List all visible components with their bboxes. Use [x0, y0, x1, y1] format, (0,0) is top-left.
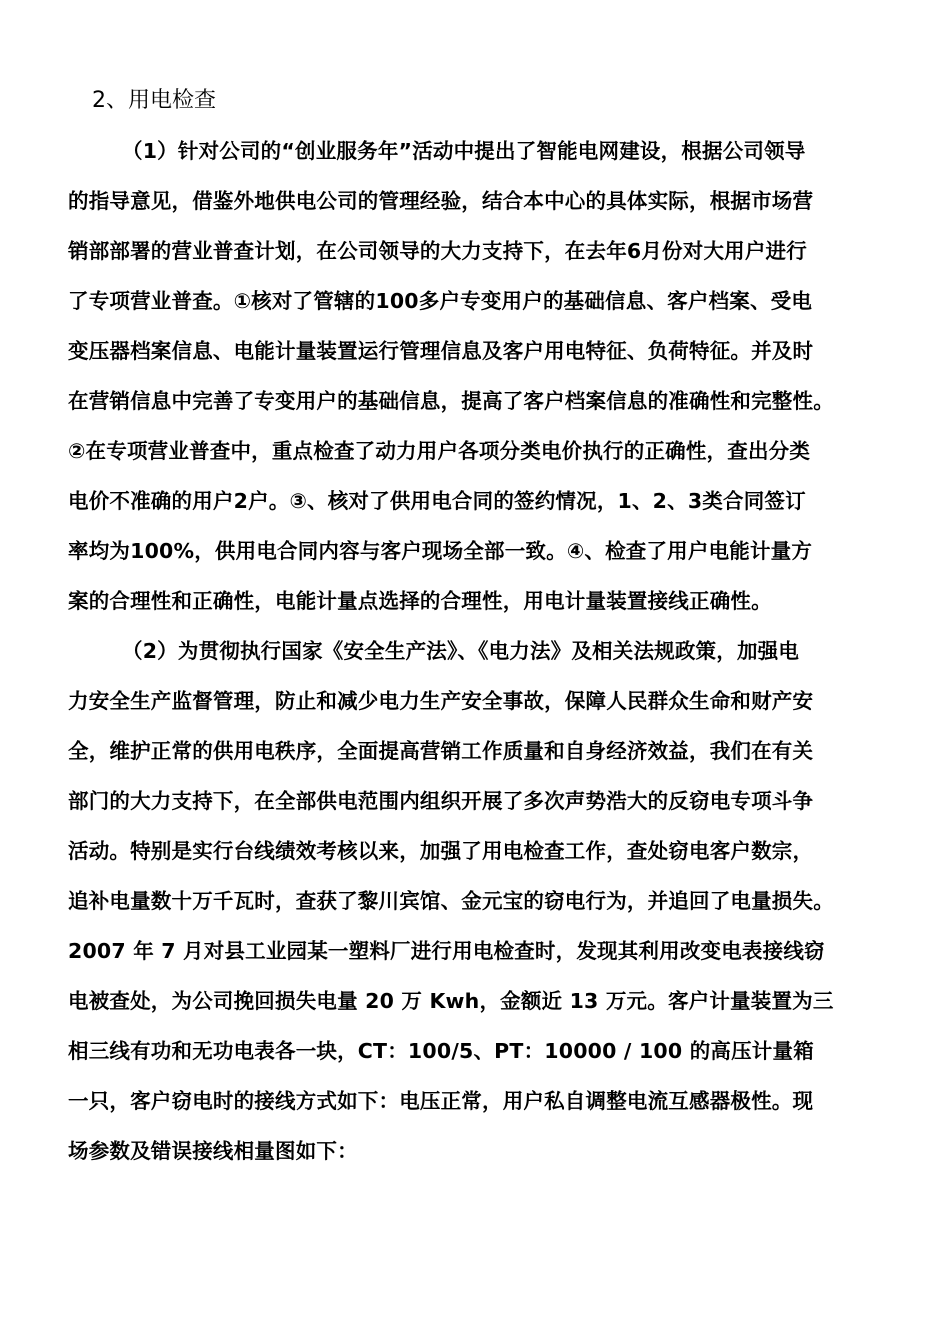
- paragraph-line: 销部部署的营业普查计划，在公司领导的大力支持下，在去年6月份对大用户进行: [68, 239, 807, 263]
- paragraph-line: 了专项营业普查。①核对了管辖的100多户专变用户的基础信息、客户档案、受电: [68, 289, 813, 313]
- paragraph-line: 电价不准确的用户2户。③、核对了供用电合同的签约情况，1、2、3类合同签订: [68, 489, 806, 513]
- paragraph-line: 案的合理性和正确性，电能计量点选择的合理性，用电计量装置接线正确性。: [68, 589, 772, 613]
- paragraph-line: 场参数及错误接线相量图如下：: [68, 1139, 358, 1163]
- paragraph-line: （2）为贯彻执行国家《安全生产法》、《电力法》及相关法规政策，加强电: [122, 639, 800, 663]
- paragraph-line: 相三线有功和无功电表各一块，CT：100/5、PT：10000 / 100 的高压计量箱: [68, 1039, 814, 1063]
- paragraph-line: 在营销信息中完善了专变用户的基础信息，提高了客户档案信息的准确性和完整性。: [68, 389, 834, 413]
- paragraph-line: 活动。特别是实行台线绩效考核以来，加强了用电检查工作，查处窃电客户数宗，: [68, 839, 814, 863]
- paragraph-line: 的指导意见，借鉴外地供电公司的管理经验，结合本中心的具体实际，根据市场营: [68, 189, 814, 213]
- paragraph-line: 全，维护正常的供用电秩序，全面提高营销工作质量和自身经济效益，我们在有关: [68, 739, 814, 763]
- section-heading: 2、用电检查: [92, 88, 216, 113]
- paragraph-line: 追补电量数十万千瓦时，查获了黎川宾馆、金元宝的窃电行为，并追回了电量损失。: [68, 889, 834, 913]
- paragraph-line: 一只，客户窃电时的接线方式如下：电压正常，用户私自调整电流互感器极性。现: [68, 1089, 814, 1113]
- paragraph-line: 变压器档案信息、电能计量装置运行管理信息及客户用电特征、负荷特征。并及时: [68, 339, 814, 363]
- paragraph-line: 率均为100%，供用电合同内容与客户现场全部一致。④、检查了用户电能计量方: [68, 539, 813, 563]
- paragraph-line: （1）针对公司的“创业服务年”活动中提出了智能电网建设，根据公司领导: [122, 139, 806, 163]
- paragraph-line: 2007 年 7 月对县工业园某一塑料厂进行用电检查时，发现其利用改变电表接线窃: [68, 939, 825, 963]
- paragraph-line: 电被查处，为公司挽回损失电量 20 万 Kwh，金额近 13 万元。客户计量装置为三: [68, 989, 834, 1013]
- paragraph-line: ②在专项营业普查中，重点检查了动力用户各项分类电价执行的正确性，查出分类: [68, 439, 811, 463]
- paragraph-line: 部门的大力支持下，在全部供电范围内组织开展了多次声势浩大的反窃电专项斗争: [68, 789, 814, 813]
- paragraph-line: 力安全生产监督管理，防止和减少电力生产安全事故，保障人民群众生命和财产安: [68, 689, 814, 713]
